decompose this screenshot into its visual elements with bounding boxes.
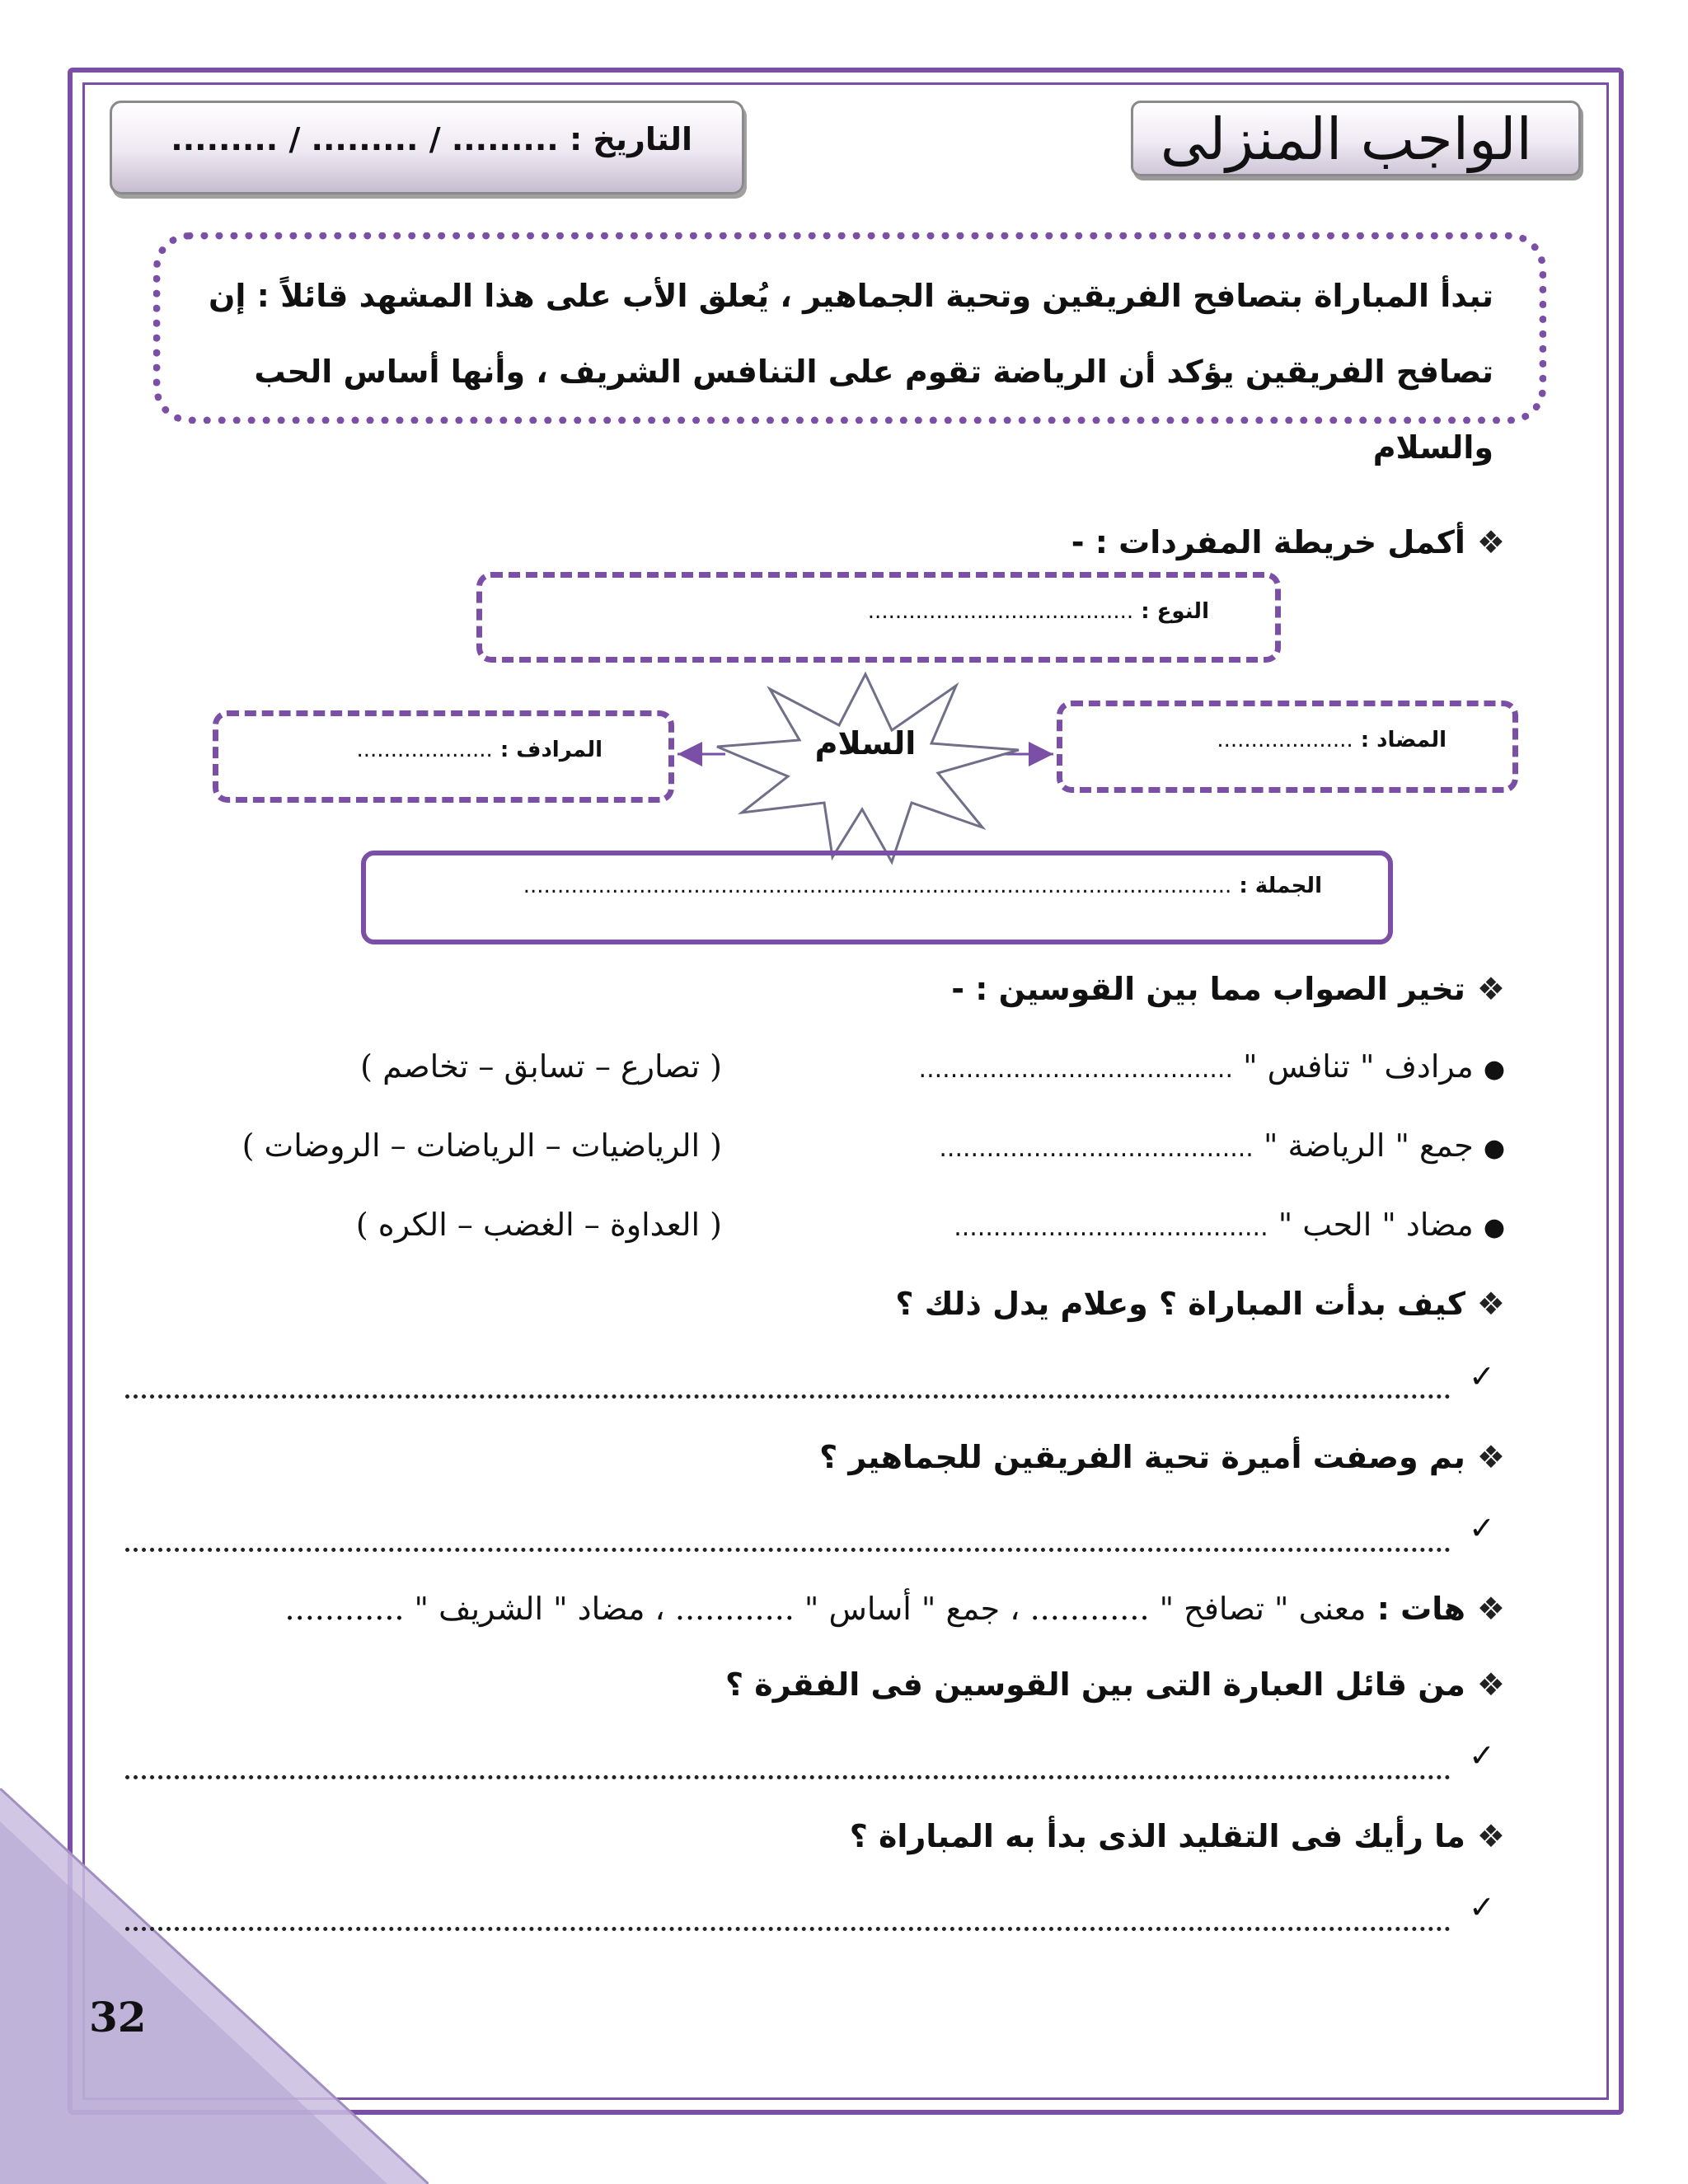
star-bullet-icon: ❖ xyxy=(1476,524,1505,560)
corner-triangle-decoration xyxy=(0,1788,429,2184)
bullet-icon: ● xyxy=(1483,1134,1505,1163)
question-5: ❖هات : معنى " تصافح " ............ ، جمع " أساس " ............ ، مضاد " الشريف " ............ xyxy=(284,1591,1505,1627)
check-icon: ✓ xyxy=(1469,1510,1495,1546)
center-word: السلام xyxy=(814,725,917,762)
question-3: ❖كيف بدأت المباراة ؟ وعلام يدل ذلك ؟ xyxy=(895,1286,1505,1322)
check-icon: ✓ xyxy=(1469,1737,1495,1774)
star-bullet-icon: ❖ xyxy=(1476,1591,1505,1627)
check-icon: ✓ xyxy=(1469,1358,1495,1394)
bullet-icon: ● xyxy=(1483,1055,1505,1084)
vocab-synonym-box[interactable] xyxy=(213,710,674,803)
question-choose: ❖تخير الصواب مما بين القوسين : - xyxy=(951,971,1505,1007)
type-label: النوع : xyxy=(1141,599,1209,624)
answer-line-4[interactable] xyxy=(125,1548,1451,1552)
question-4: ❖بم وصفت أميرة تحية الفريقين للجماهير ؟ xyxy=(819,1439,1505,1475)
choice-blank[interactable]: ........................................ xyxy=(918,1055,1233,1084)
antonym-blank: .................... xyxy=(1217,728,1353,752)
center-word-starburst xyxy=(709,671,1022,865)
star-bullet-icon: ❖ xyxy=(1476,971,1505,1007)
star-bullet-icon: ❖ xyxy=(1476,1286,1505,1322)
sentence-blank: ........................................................................................................ xyxy=(523,874,1232,898)
passage-line-2: تصافح الفريقين يؤكد أن الرياضة تقوم على التنافس الشريف ، وأنها أساس الحب والسلام xyxy=(254,354,1493,466)
star-bullet-icon: ❖ xyxy=(1476,1439,1505,1475)
answer-line-7[interactable] xyxy=(125,1927,1451,1931)
choice-blank[interactable]: ........................................ xyxy=(939,1134,1254,1163)
vocab-antonym-box[interactable] xyxy=(1057,701,1518,793)
question-6: ❖من قائل العبارة التى بين القوسين فى الفقرة ؟ xyxy=(724,1666,1505,1703)
type-blank: ....................................... xyxy=(867,599,1134,624)
date-blank: ......... / ......... / ......... xyxy=(171,121,559,157)
question-7: ❖ما رأيك فى التقليد الذى بدأ به المباراة ؟ xyxy=(849,1818,1505,1854)
page-title: الواجب المنزلى xyxy=(1131,101,1581,176)
vocab-sentence-box[interactable] xyxy=(361,851,1393,944)
antonym-label: المضاد : xyxy=(1360,728,1447,752)
vocab-type-box[interactable] xyxy=(476,572,1281,663)
answer-line-3[interactable] xyxy=(125,1394,1451,1399)
answer-line-6[interactable] xyxy=(125,1775,1451,1779)
synonym-blank: .................... xyxy=(356,738,493,762)
choice-blank[interactable]: ........................................ xyxy=(954,1213,1268,1242)
date-label: التاريخ : xyxy=(569,121,692,157)
page-number: 32 xyxy=(89,1993,147,2041)
choice-options-1: ( تصارع – تسابق – تخاصم ) xyxy=(360,1048,722,1085)
passage-line-1: تبدأ المباراة بتصافح الفريقين وتحية الجماهير ، يُعلق الأب على هذا المشهد قائلاً : إن xyxy=(208,278,1493,314)
question-5-text[interactable]: معنى " تصافح " ............ ، جمع " أساس " ............ ، مضاد " الشريف " ............ xyxy=(284,1591,1367,1627)
choice-item-2: ● جمع " الرياضة " ........................................ xyxy=(939,1127,1505,1164)
choice-item-1: ● مرادف " تنافس " ........................................ xyxy=(918,1048,1505,1085)
reading-passage xyxy=(153,232,1546,466)
question-vocab-map: ❖أكمل خريطة المفردات : - xyxy=(1071,524,1505,560)
sentence-label: الجملة : xyxy=(1239,874,1322,898)
synonym-label: المرادف : xyxy=(499,738,603,762)
check-icon: ✓ xyxy=(1469,1889,1495,1925)
choice-options-2: ( الرياضيات – الرياضات – الروضات ) xyxy=(241,1127,722,1164)
choice-item-3: ● مضاد " الحب " ........................................ xyxy=(954,1207,1505,1243)
choice-options-3: ( العداوة – الغضب – الكره ) xyxy=(355,1207,722,1243)
date-field xyxy=(110,101,744,194)
star-bullet-icon: ❖ xyxy=(1476,1818,1505,1854)
bullet-icon: ● xyxy=(1483,1213,1505,1242)
star-bullet-icon: ❖ xyxy=(1476,1666,1505,1703)
